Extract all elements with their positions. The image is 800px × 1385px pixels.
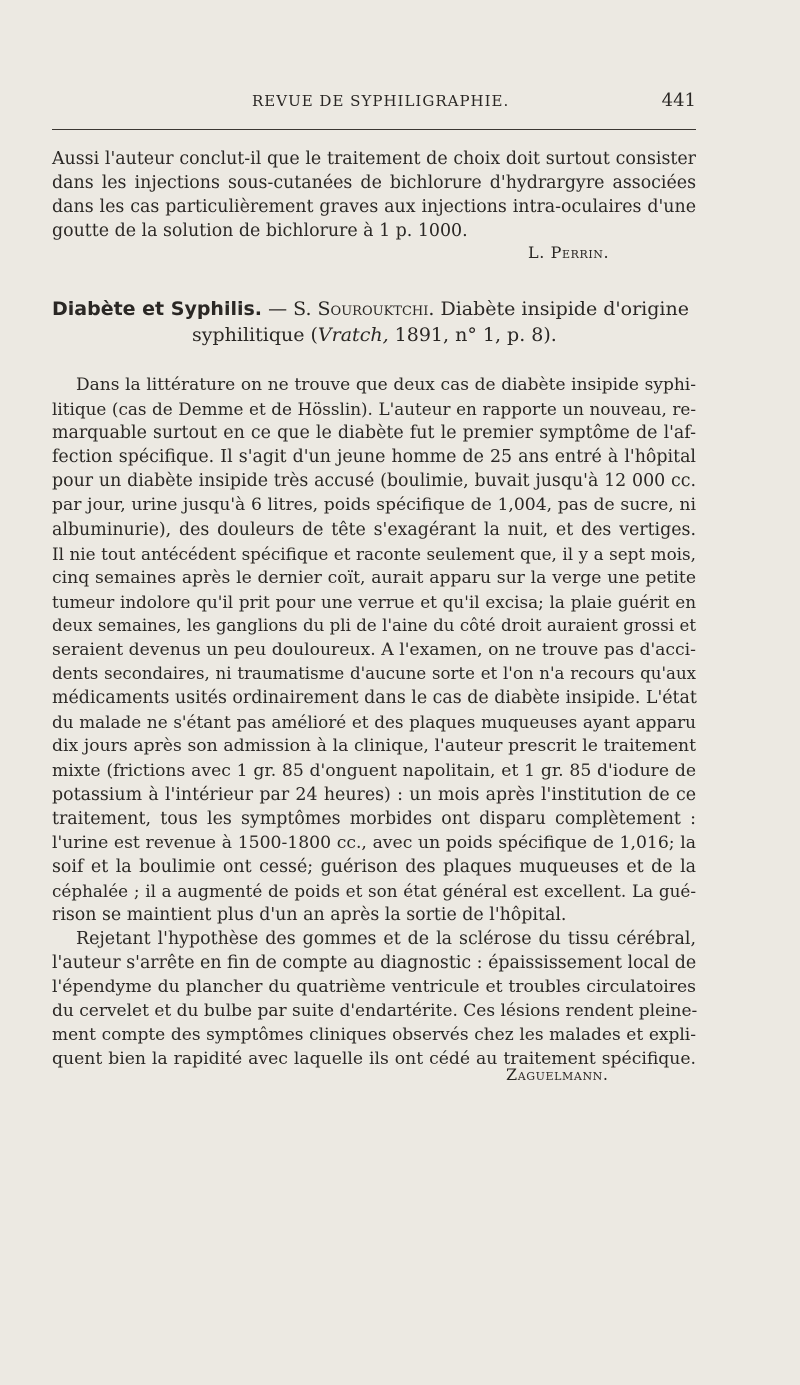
signature-zaguelmann: Zaguelmann.	[506, 1065, 609, 1084]
text-line: ment compte des symptômes cliniques observés chez les malades et expli-	[52, 1025, 696, 1046]
text-line: dans les injections sous-cutanées de bichlorure d'hydrargyre associées	[52, 173, 696, 194]
text-line: Rejetant l'hypothèse des gommes et de la sclérose du tissu cérébral,	[76, 929, 696, 949]
page-header	[52, 92, 696, 116]
page-number: 441	[661, 90, 696, 111]
text-line: céphalée ; il a augmenté de poids et son état général est excellent. La gué-	[52, 880, 696, 901]
text-line: deux semaines, les ganglions du pli de l'aine du côté droit auraient grossi et	[52, 615, 696, 635]
text-line: dix jours après son admission à la clinique, l'auteur prescrit le traitement	[52, 736, 696, 757]
text-line: du cervelet et du bulbe par suite d'endartérite. Ces lésions rendent pleine-	[52, 1001, 698, 1022]
text-line: Dans la littérature on ne trouve que deux cas de diabète insipide syphi-	[76, 375, 696, 395]
text-line: du malade ne s'étant pas amélioré et des plaques muqueuses ayant apparu	[52, 712, 696, 733]
running-title: REVUE DE SYPHILIGRAPHIE.	[252, 92, 510, 110]
text-line: dans les cas particulièrement graves aux injections intra-oculaires d'une	[52, 197, 696, 218]
text-line: médicaments usités ordinairement dans le cas de diabète insipide. L'état	[52, 688, 697, 709]
text-line: albuminurie), des douleurs de tête s'exagérant la nuit, et des vertiges.	[52, 519, 696, 540]
text-line: rison se maintient plus d'un an après la sortie de l'hôpital.	[52, 905, 567, 926]
text-line: Il nie tout antécédent spécifique et raconte seulement que, il y a sept mois,	[52, 543, 696, 564]
article-title	[52, 296, 696, 348]
article-title-rest: Diabète insipide d'origine	[440, 298, 689, 320]
journal-name: Vratch,	[317, 324, 389, 346]
signature-perrin: L. Perrin.	[528, 243, 610, 262]
text-line: pour un diabète insipide très accusé (boulimie, buvait jusqu'à 12 000 cc.	[52, 471, 696, 492]
article-title-bold: Diabète et Syphilis.	[52, 298, 263, 320]
text-line: potassium à l'intérieur par 24 heures) : un mois après l'institution de ce	[52, 784, 696, 805]
title-dash: —	[268, 298, 288, 320]
text-line: fection spécifique. Il s'agit d'un jeune homme de 25 ans entré à l'hôpital	[52, 447, 696, 468]
text-line: l'épendyme du plancher du quatrième ventricule et troubles circulatoires	[52, 977, 696, 998]
text-line: goutte de la solution de bichlorure à 1 p. 1000.	[52, 221, 468, 242]
previous-article-text	[52, 147, 696, 243]
text-line: cinq semaines après le dernier coït, aurait apparu sur la verge une petite	[52, 567, 696, 588]
header-rule	[52, 129, 696, 130]
text-line: tumeur indolore qu'il prit pour une verrue et qu'il excisa; la plaie guérit en	[52, 591, 696, 612]
text-line: dents secondaires, ni traumatisme d'aucune sorte et l'on n'a recours qu'aux	[52, 664, 696, 684]
title-line2-prefix: syphilitique (	[192, 324, 318, 346]
text-line: marquable surtout en ce que le diabète fut le premier symptôme de l'af-	[52, 423, 696, 444]
text-line: l'urine est revenue à 1500-1800 cc., avec un poids spécifique de 1,016; la	[52, 832, 696, 853]
article-paragraph-2	[52, 927, 696, 1072]
text-line: litique (cas de Demme et de Hösslin). L'auteur en rapporte un nouveau, re-	[52, 399, 696, 420]
text-line: mixte (frictions avec 1 gr. 85 d'onguent napolitain, et 1 gr. 85 d'iodure de	[52, 760, 696, 781]
article-paragraph-1	[52, 373, 696, 927]
text-line: seraient devenus un peu douloureux. A l'examen, on ne trouve pas d'acci-	[52, 640, 696, 661]
text-line: l'auteur s'arrête en fin de compte au diagnostic : épaississement local de	[52, 953, 697, 974]
text-line: par jour, urine jusqu'à 6 litres, poids spécifique de 1,004, pas de sucre, ni	[52, 495, 696, 516]
text-line: soif et la boulimie ont cessé; guérison des plaques muqueuses et de la	[52, 856, 696, 877]
text-line: quent bien la rapidité avec laquelle ils ont cédé au traitement spécifique.	[52, 1049, 696, 1070]
title-line2-suffix: 1891, n° 1, p. 8).	[394, 324, 557, 346]
article-author: S. Sourouktchi.	[293, 298, 435, 320]
text-line: traitement, tous les symptômes morbides ont disparu complètement :	[52, 808, 696, 829]
text-line: Aussi l'auteur conclut-il que le traitement de choix doit surtout consister	[52, 149, 696, 169]
